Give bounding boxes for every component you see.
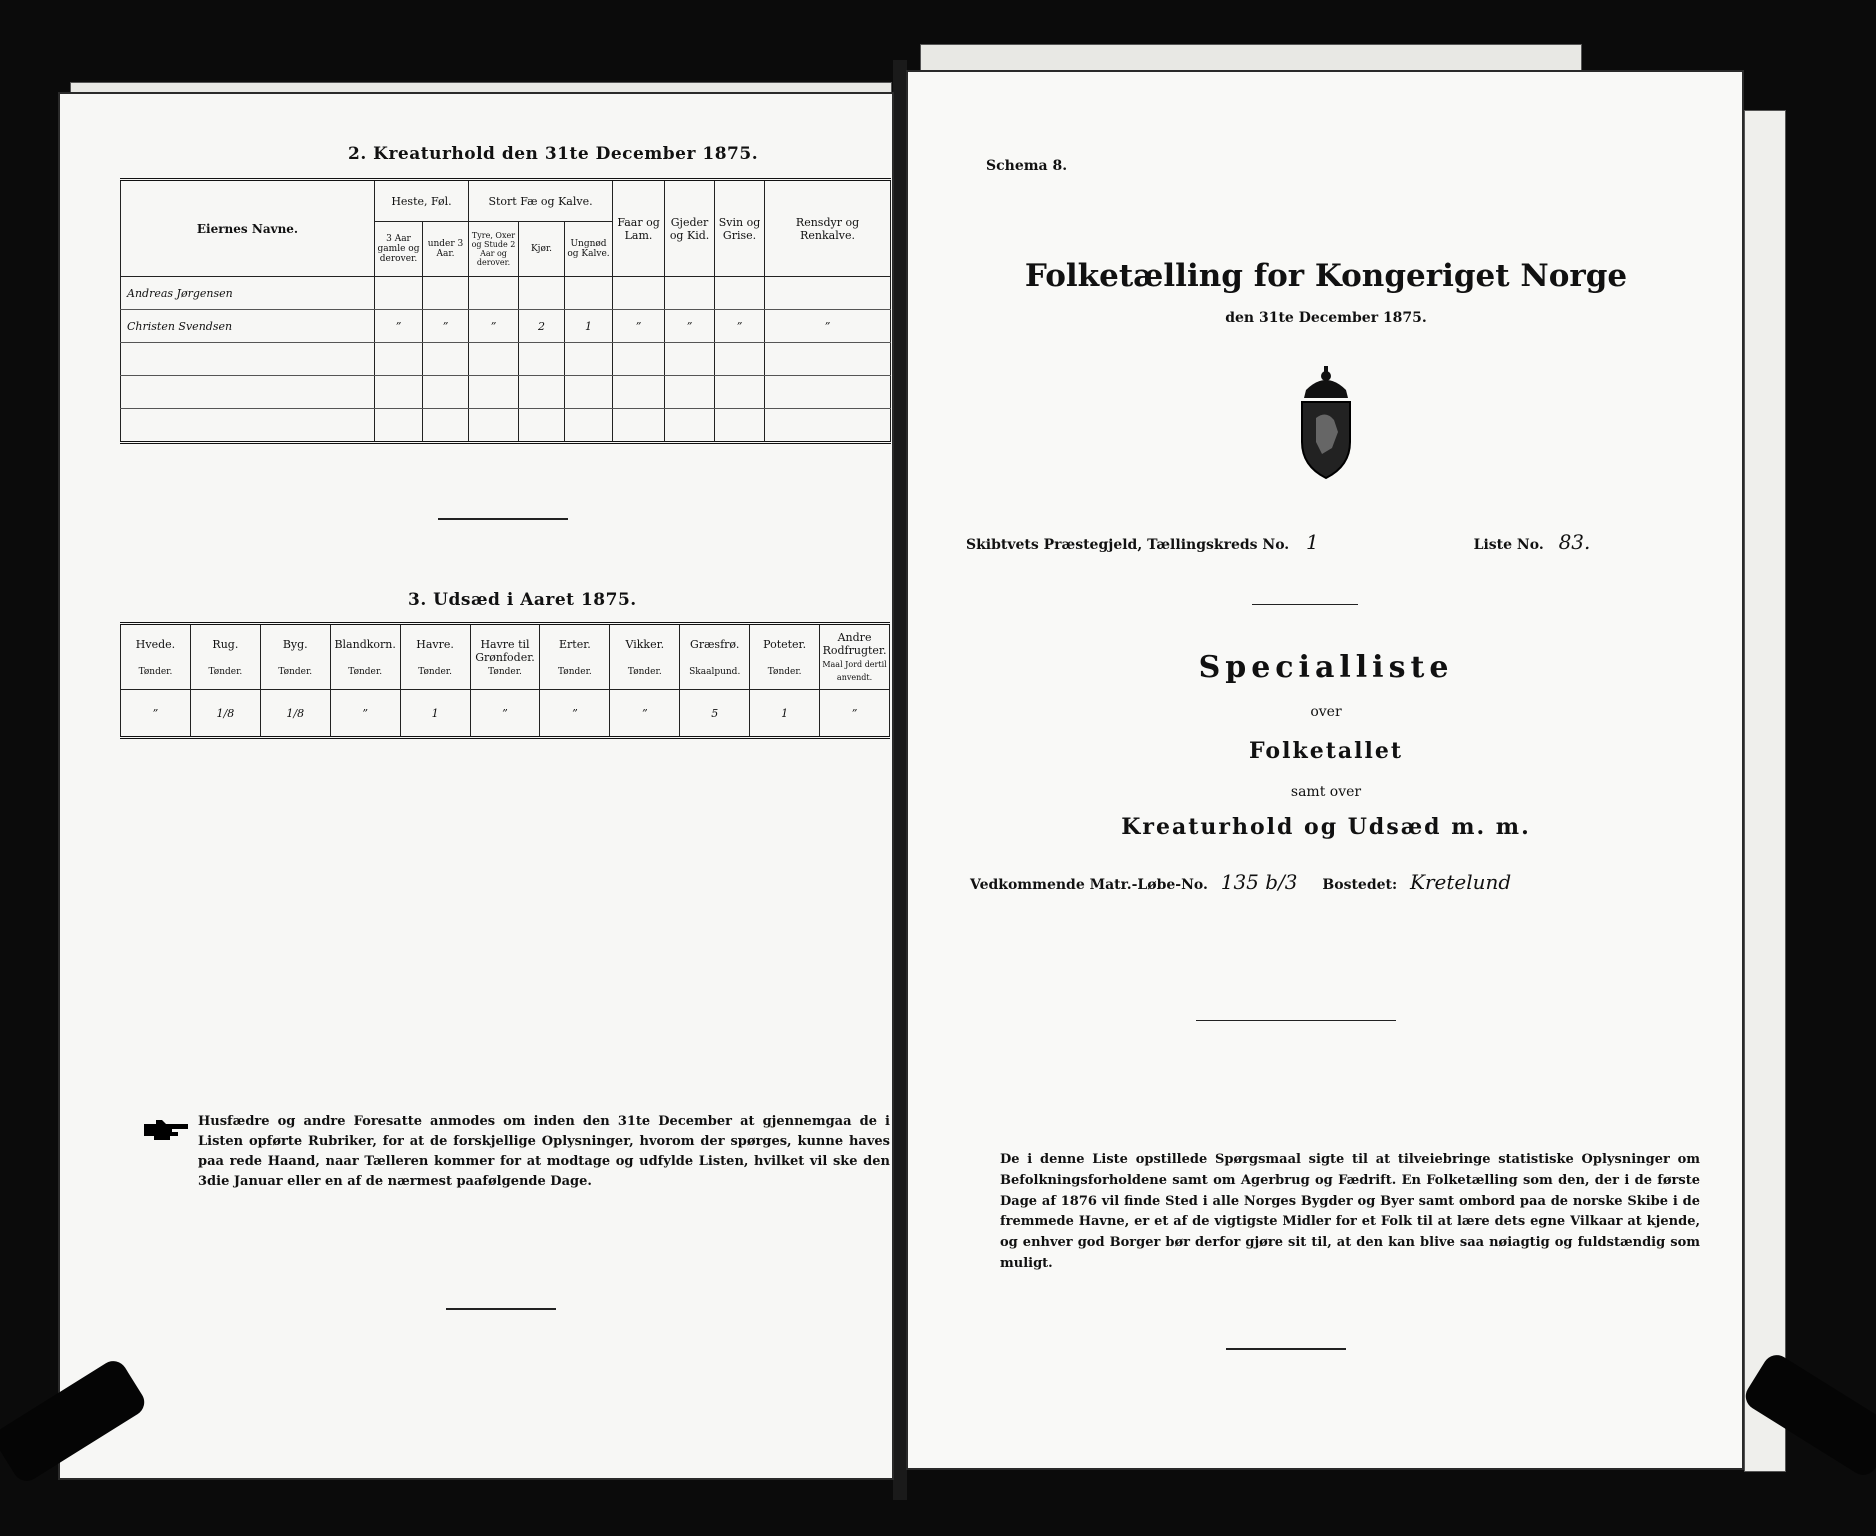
seed-header-unit: Tønder. bbox=[488, 666, 522, 677]
table-row bbox=[121, 310, 891, 343]
seed-header-oats bbox=[400, 624, 470, 690]
seed-value: 1 bbox=[400, 690, 470, 738]
seed-header-unit: Tønder. bbox=[558, 666, 592, 677]
cell bbox=[765, 277, 891, 310]
cell bbox=[519, 343, 565, 376]
cell: ” bbox=[375, 310, 423, 343]
seed-header-label: Hvede. bbox=[135, 637, 176, 651]
seed-header-vetch bbox=[610, 624, 680, 690]
over-label: over bbox=[1310, 704, 1342, 720]
header-horses-under3: under 3 Aar. bbox=[423, 222, 469, 277]
cell bbox=[375, 277, 423, 310]
liste-label: Liste No. bbox=[1473, 537, 1544, 553]
seed-header-label: Rug. bbox=[212, 637, 239, 651]
cell bbox=[613, 409, 665, 443]
right-page bbox=[906, 70, 1744, 1470]
seed-value: ” bbox=[820, 690, 890, 738]
cell bbox=[765, 376, 891, 409]
divider-rule bbox=[438, 518, 568, 520]
divider-rule bbox=[1252, 604, 1358, 605]
seed-header-wheat bbox=[121, 624, 191, 690]
seed-header-unit: Tønder. bbox=[418, 666, 452, 677]
header-cattle: Stort Fæ og Kalve. bbox=[469, 180, 613, 222]
seed-header-oats-green bbox=[470, 624, 540, 690]
seed-header-unit: Tønder. bbox=[767, 666, 802, 677]
table-row bbox=[121, 343, 891, 376]
owner-cell bbox=[121, 376, 375, 409]
pointing-hand-icon bbox=[142, 1116, 192, 1144]
seed-header-potatoes bbox=[750, 624, 820, 690]
seed-header-unit: Skaalpund. bbox=[689, 666, 741, 677]
seed-header-rye bbox=[190, 624, 260, 690]
specialliste-heading: Specialliste bbox=[1198, 650, 1454, 685]
cell bbox=[375, 409, 423, 443]
owner-cell: Andreas Jørgensen bbox=[121, 277, 375, 310]
header-horses-3plus: 3 Aar gamle og derover. bbox=[375, 222, 423, 277]
kreaturhold-heading: Kreaturhold og Udsæd m. m. bbox=[1121, 814, 1531, 840]
seed-header-unit: Tønder. bbox=[278, 666, 313, 677]
intro-text: De i denne Liste opstillede Spørgsmaal sigte til at tilveiebringe statistiske Oplysninger om Befolkningsforholdene samt om Agerbrug og Fædrift. En Folketælling som den, der i de første Dage af 1876 vil finde Sted i alle Norges Bygder og Byer samt ombord paa de norske Skibe i de fremmede Havne, er et af de vigtigste Midler for et Folk til at lære dets egne Vilkaar at kjende, og enhver god Borger bør derfor gjøre sit til, at den kan blive saa nøiagtig og fuldstændig som muligt. bbox=[1000, 1152, 1700, 1271]
cell bbox=[715, 376, 765, 409]
liste-number: 83. bbox=[1558, 530, 1591, 554]
bottom-rule bbox=[1226, 1348, 1346, 1350]
header-cattle-young: Ungnød og Kalve. bbox=[565, 222, 613, 277]
seed-header-mixed bbox=[330, 624, 400, 690]
header-cattle-cows: Kjør. bbox=[519, 222, 565, 277]
cell: ” bbox=[765, 310, 891, 343]
cell bbox=[469, 343, 519, 376]
seed-header-grass bbox=[680, 624, 750, 690]
seed-header-label: Blandkorn. bbox=[334, 637, 396, 651]
seed-header-label: Byg. bbox=[282, 637, 308, 651]
owner-cell bbox=[121, 409, 375, 443]
seed-value: 1/8 bbox=[260, 690, 330, 738]
parish-label: Skibtvets Præstegjeld, Tællingskreds No. bbox=[966, 537, 1290, 553]
bottom-rule bbox=[446, 1308, 556, 1310]
cell bbox=[665, 376, 715, 409]
cell bbox=[519, 409, 565, 443]
table-row bbox=[121, 409, 891, 443]
cell bbox=[469, 277, 519, 310]
owner-cell bbox=[121, 343, 375, 376]
cell bbox=[665, 343, 715, 376]
page-title: Folketælling for Kongeriget Norge bbox=[1024, 258, 1628, 294]
seed-header-barley bbox=[260, 624, 330, 690]
book-gutter bbox=[893, 60, 907, 1500]
divider-rule bbox=[1196, 1020, 1396, 1021]
owner-cell: Christen Svendsen bbox=[121, 310, 375, 343]
left-page bbox=[58, 92, 894, 1480]
page-edge-right-side bbox=[1744, 110, 1786, 1472]
seed-value: ” bbox=[610, 690, 680, 738]
cell: ” bbox=[469, 310, 519, 343]
cell: ” bbox=[613, 310, 665, 343]
bostedet-label: Bostedet: bbox=[1322, 877, 1398, 893]
seed-header-label: Vikker. bbox=[625, 637, 665, 651]
matr-label: Vedkommende Matr.-Løbe-No. bbox=[970, 877, 1208, 893]
table-row bbox=[121, 690, 890, 738]
seed-header-label: Andre Rodfrugter. bbox=[822, 631, 887, 657]
samt-over-label: samt over bbox=[1290, 784, 1362, 800]
parish-line bbox=[966, 530, 1726, 554]
seed-header-unit: Tønder. bbox=[627, 666, 662, 677]
seed-header-roots bbox=[820, 624, 890, 690]
matr-number: 135 b/3 bbox=[1220, 870, 1298, 894]
cell bbox=[565, 277, 613, 310]
cell: 2 bbox=[519, 310, 565, 343]
table-row bbox=[121, 376, 891, 409]
header-sheep: Faar og Lam. bbox=[613, 180, 665, 277]
page-edge-right-top bbox=[920, 44, 1582, 72]
seed-header-unit: Tønder. bbox=[348, 666, 383, 677]
cell bbox=[519, 277, 565, 310]
header-goats: Gjeder og Kid. bbox=[665, 180, 715, 277]
seed-header-unit: Tønder. bbox=[208, 666, 243, 677]
seed-header-label: Havre til Grønfoder. bbox=[475, 637, 535, 664]
seed-value: 5 bbox=[680, 690, 750, 738]
livestock-table bbox=[120, 178, 891, 444]
seed-value: ” bbox=[121, 690, 191, 738]
cell bbox=[469, 376, 519, 409]
section3-title: 3. Udsæd i Aaret 1875. bbox=[408, 590, 637, 610]
seed-header-label: Erter. bbox=[559, 637, 591, 651]
census-date: den 31te December 1875. bbox=[1225, 310, 1427, 326]
cell bbox=[665, 277, 715, 310]
cell bbox=[613, 277, 665, 310]
cell bbox=[613, 376, 665, 409]
header-owner: Eiernes Navne. bbox=[121, 180, 375, 277]
table-row bbox=[121, 277, 891, 310]
cell: 1 bbox=[565, 310, 613, 343]
header-reindeer: Rensdyr og Renkalve. bbox=[765, 180, 891, 277]
cell bbox=[715, 277, 765, 310]
bostedet-value: Kretelund bbox=[1410, 870, 1512, 894]
seed-value: ” bbox=[470, 690, 540, 738]
seed-value: ” bbox=[540, 690, 610, 738]
seed-header-label: Havre. bbox=[416, 637, 454, 651]
cell bbox=[423, 343, 469, 376]
cell bbox=[565, 343, 613, 376]
cell bbox=[715, 409, 765, 443]
seed-header-unit: Tønder. bbox=[138, 666, 173, 677]
folketallet-heading: Folketallet bbox=[1249, 738, 1403, 764]
section2-title: 2. Kreaturhold den 31te December 1875. bbox=[348, 144, 759, 164]
header-horses: Heste, Føl. bbox=[375, 180, 469, 222]
cell bbox=[519, 376, 565, 409]
cell: ” bbox=[423, 310, 469, 343]
schema-label: Schema 8. bbox=[986, 158, 1068, 174]
kreds-number: 1 bbox=[1306, 530, 1319, 554]
header-pigs: Svin og Grise. bbox=[715, 180, 765, 277]
cell bbox=[765, 343, 891, 376]
cell bbox=[565, 376, 613, 409]
cell bbox=[613, 343, 665, 376]
cell bbox=[565, 409, 613, 443]
cell bbox=[423, 277, 469, 310]
cell bbox=[665, 409, 715, 443]
header-cattle-bulls: Tyre, Oxer og Stude 2 Aar og derover. bbox=[469, 222, 519, 277]
cell bbox=[375, 343, 423, 376]
cell: ” bbox=[715, 310, 765, 343]
seed-header-label: Græsfrø. bbox=[690, 637, 740, 651]
cell bbox=[765, 409, 891, 443]
matr-line bbox=[970, 870, 1730, 894]
seed-header-peas bbox=[540, 624, 610, 690]
cell bbox=[469, 409, 519, 443]
seed-table bbox=[120, 622, 890, 739]
cell bbox=[375, 376, 423, 409]
instructions-note: Husfædre og andre Foresatte anmodes om inden den 31te December at gjennemgaa de i Listen opførte Rubriker, for at de forskjellige Oplysninger, hvorom der spørges, kunne haves paa rede Haand, naar Tælleren kommer for at modtage og udfylde Listen, hvilket vil ske den 3die Januar eller en af de nærmest paafølgende Dage. bbox=[198, 1114, 890, 1190]
seed-header-unit: Maal Jord dertil anvendt. bbox=[822, 660, 887, 682]
cell bbox=[715, 343, 765, 376]
seed-value: 1/8 bbox=[190, 690, 260, 738]
cell: ” bbox=[665, 310, 715, 343]
coat-of-arms-icon bbox=[1286, 362, 1366, 482]
cell bbox=[423, 376, 469, 409]
seed-value: 1 bbox=[750, 690, 820, 738]
cell bbox=[423, 409, 469, 443]
seed-header-label: Poteter. bbox=[763, 637, 807, 651]
seed-value: ” bbox=[330, 690, 400, 738]
